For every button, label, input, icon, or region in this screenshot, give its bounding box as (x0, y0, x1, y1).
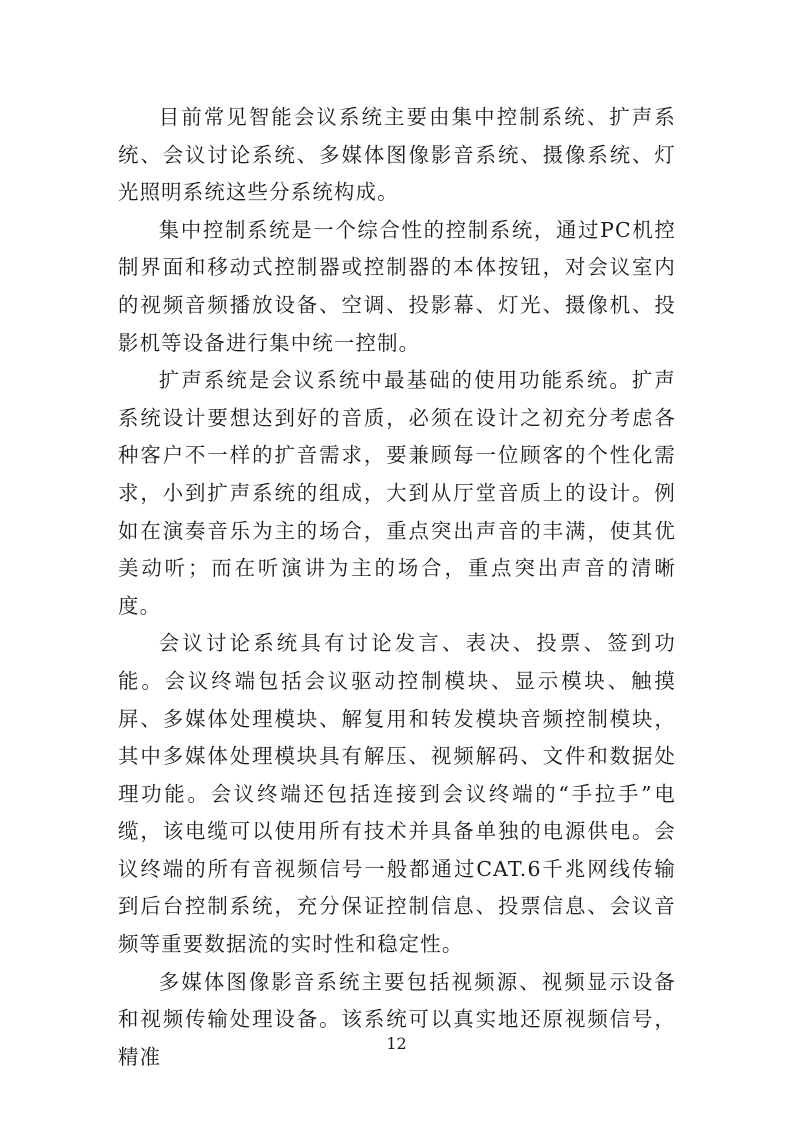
paragraph-discussion-system: 会议讨论系统具有讨论发言、表决、投票、签到功能。会议终端包括会议驱动控制模块、显示模块、触摸屏、多媒体处理模块、解复用和转发模块音频控制模块，其中多媒体处理模块具有解压、视频解码、文件和数据处理功能。会议终端还包括连接到会议终端的“手拉手”电缆，该电缆可以使用所有技术并具备单独的电源供电。会议终端的所有音视频信号一般都通过CAT.6千兆网线传输到后台控制系统，充分保证控制信息、投票信息、会议音频等重要数据流的实时性和稳定性。 (118, 631, 676, 957)
page-number: 12 (386, 1034, 407, 1053)
paragraph-overview: 目前常见智能会议系统主要由集中控制系统、扩声系统、会议讨论系统、多媒体图像影音系统、摄像系统、灯光照明系统这些分系统构成。 (118, 105, 676, 205)
body-text (118, 99, 676, 1076)
paragraph-sound-reinforcement: 扩声系统是会议系统中最基础的使用功能系统。扩声系统设计要想达到好的音质，必须在设计之初充分考虑各种客户不一样的扩音需求，要兼顾每一位顾客的个性化需求，小到扩声系统的组成，大到从厅堂音质上的设计。例如在演奏音乐为主的场合，重点突出声音的丰满，使其优美动听；而在听演讲为主的场合，重点突出声音的清晰度。 (118, 368, 676, 618)
paragraph-central-control: 集中控制系统是一个综合性的控制系统，通过PC机控制界面和移动式控制器或控制器的本体按钮，对会议室内的视频音频播放设备、空调、投影幕、灯光、摄像机、投影机等设备进行集中统一控制。 (118, 217, 676, 355)
paragraph-multimedia-system: 多媒体图像影音系统主要包括视频源、视频显示设备和视频传输处理设备。该系统可以真实地还原视频信号，精准 (118, 969, 676, 1069)
